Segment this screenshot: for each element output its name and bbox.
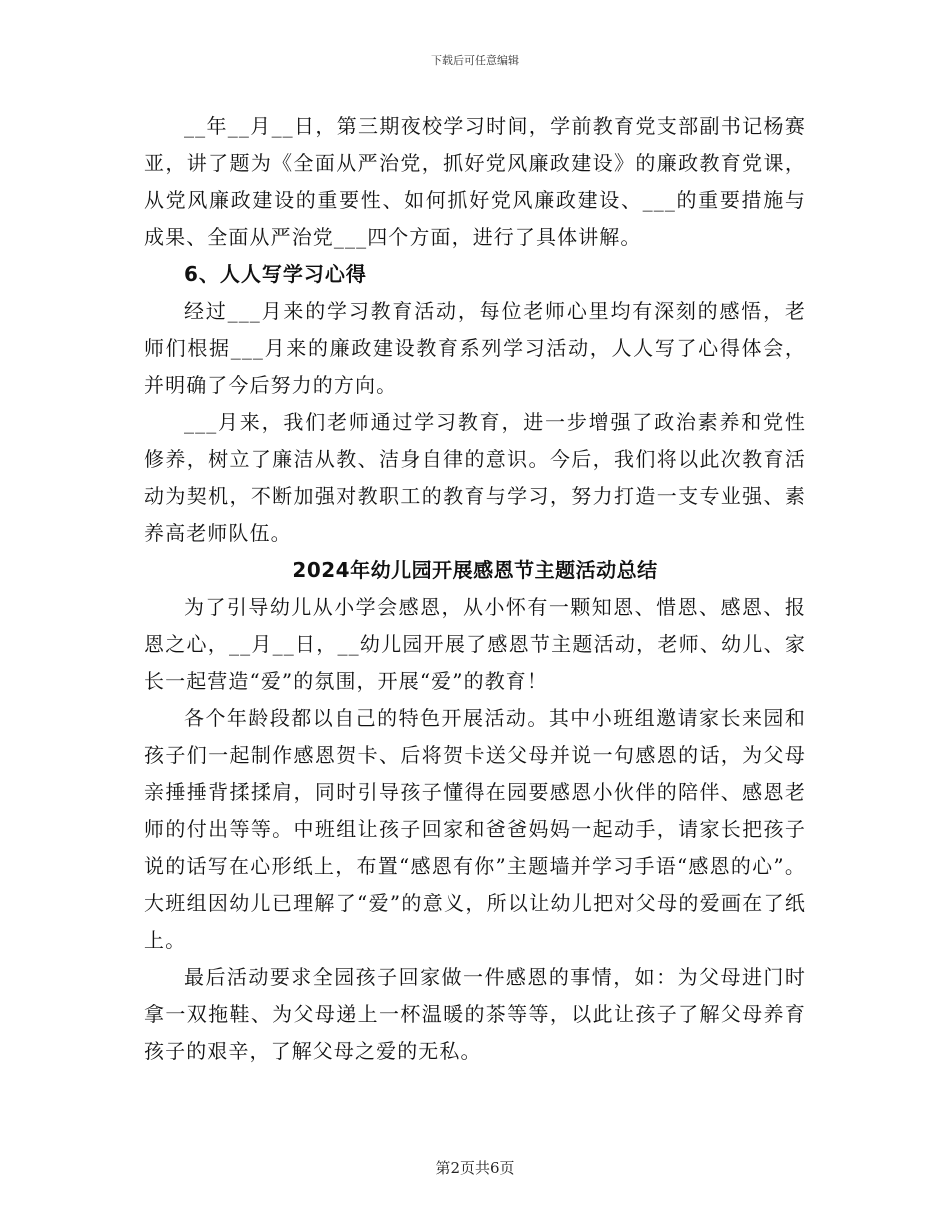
- paragraph-grade-activities: 各个年龄段都以自己的特色开展活动。其中小班组邀请家长来园和孩子们一起制作感恩贺卡、后将贺卡送父母并说一句感恩的话，为父母亲捶捶背揉揉肩，同时引导孩子懂得在园要感恩小伙伴的陪伴、感恩老师的付出等等。中班组让孩子回家和爸爸妈妈一起动手，请家长把孩子说的话写在心形纸上，布置“感恩有你”主题墙并学习手语“感恩的心”。大班组因幼儿已理解了“爱”的意义，所以让幼儿把对父母的爱画在了纸上。: [144, 706, 806, 952]
- paragraph-home-task: 最后活动要求全园孩子回家做一件感恩的事情，如：为父母进门时拿一双拖鞋、为父母递上一杯温暖的茶等等，以此让孩子了解父母养育孩子的艰辛，了解父母之爱的无私。: [144, 965, 806, 1063]
- document-body: [144, 108, 806, 1070]
- paragraph-thanksgiving-intro: 为了引导幼儿从小学会感恩，从小怀有一颗知恩、惜恩、感恩、报恩之心，__月__日，__幼儿园开展了感恩节主题活动，老师、幼儿、家长一起营造“爱”的氛围，开展“爱”的教育！: [144, 595, 806, 693]
- document-title: 2024年幼儿园开展感恩节主题活动总结: [292, 558, 658, 582]
- paragraph-future-plans: ___月来，我们老师通过学习教育，进一步增强了政治素养和党性修养，树立了廉洁从教、洁身自律的意识。今后，我们将以此次教育活动为契机，不断加强对教职工的教育与学习，努力打造一支专业强、素养高老师队伍。: [144, 410, 806, 545]
- section-heading-study-notes: 6、人人写学习心得: [184, 262, 367, 286]
- paragraph-night-school-lecture: __年__月__日，第三期夜校学习时间，学前教育党支部副书记杨赛亚，讲了题为《全面从严治党，抓好党风廉政建设》的廉政教育党课，从党风廉政建设的重要性、如何抓好党风廉政建设、___的重要措施与成果、全面从严治党___四个方面，进行了具体讲解。: [144, 114, 806, 249]
- page-number: 第2页共6页: [435, 1159, 515, 1177]
- header-note: 下载后可任意编辑: [431, 54, 519, 67]
- paragraph-study-reflections: 经过___月来的学习教育活动，每位老师心里均有深刻的感悟，老师们根据___月来的廉政建设教育系列学习活动，人人写了心得体会，并明确了今后努力的方向。: [144, 299, 806, 397]
